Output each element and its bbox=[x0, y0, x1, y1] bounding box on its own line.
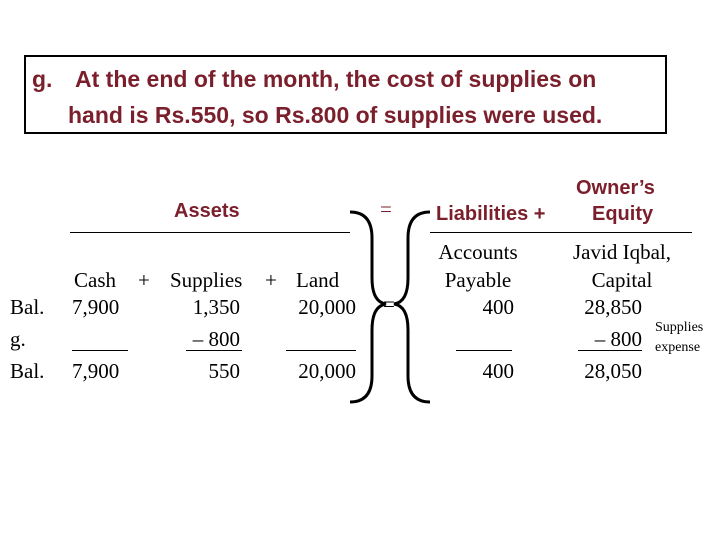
supplies-bal-1: 1,350 bbox=[192, 295, 240, 319]
supplies-column-header: Supplies bbox=[170, 268, 243, 292]
payable-subtotal-rule bbox=[456, 350, 512, 351]
note-line-2: hand is Rs.550, so Rs.800 of supplies were used. bbox=[68, 102, 603, 128]
row-label-g: g. bbox=[10, 327, 26, 351]
payable-bal-2: 400 bbox=[482, 359, 514, 383]
middle-equals-sign: = bbox=[383, 292, 395, 316]
capital-change-g: – 800 bbox=[594, 327, 642, 351]
row-label-bal-1: Bal. bbox=[10, 295, 45, 319]
annotation-line1: Supplies bbox=[655, 320, 704, 335]
cash-bal-2: 7,900 bbox=[72, 359, 120, 383]
assets-rule bbox=[70, 232, 350, 233]
owners-equity-header-line1: Owner’s bbox=[576, 177, 655, 199]
row-label-bal-2: Bal. bbox=[10, 359, 45, 383]
capital-bal-1: 28,850 bbox=[584, 295, 642, 319]
land-column-header: Land bbox=[296, 268, 340, 292]
owners-equity-header-line2: Equity bbox=[592, 203, 654, 225]
note-line-1: At the end of the month, the cost of supplies on bbox=[75, 66, 597, 92]
liabilities-header: Liabilities + bbox=[436, 203, 546, 225]
supplies-change-g: – 800 bbox=[192, 327, 240, 351]
land-bal-1: 20,000 bbox=[298, 295, 356, 319]
accounts-payable-header-line2: Payable bbox=[444, 268, 512, 292]
left-brace-icon bbox=[394, 212, 430, 402]
right-brace-icon bbox=[350, 212, 386, 402]
payable-bal-1: 400 bbox=[482, 295, 514, 319]
annotation-line2: expense bbox=[655, 340, 701, 355]
capital-header-line2: Capital bbox=[591, 268, 653, 292]
capital-subtotal-rule bbox=[578, 350, 642, 351]
liabilities-equity-rule bbox=[430, 232, 692, 233]
cash-bal-1: 7,900 bbox=[72, 295, 120, 319]
capital-header-line1: Javid Iqbal, bbox=[573, 240, 671, 264]
note-letter: g. bbox=[32, 66, 53, 92]
supplies-subtotal-rule bbox=[186, 350, 242, 351]
accounts-payable-header-line1: Accounts bbox=[438, 240, 518, 264]
plus-sign-2: + bbox=[265, 268, 277, 292]
capital-bal-2: 28,050 bbox=[584, 359, 642, 383]
cash-subtotal-rule bbox=[72, 350, 128, 351]
plus-sign-1: + bbox=[138, 268, 150, 292]
assets-header: Assets bbox=[174, 200, 240, 222]
equals-header: = bbox=[380, 197, 392, 221]
cash-column-header: Cash bbox=[74, 268, 116, 292]
land-bal-2: 20,000 bbox=[298, 359, 356, 383]
supplies-bal-2: 550 bbox=[208, 359, 240, 383]
